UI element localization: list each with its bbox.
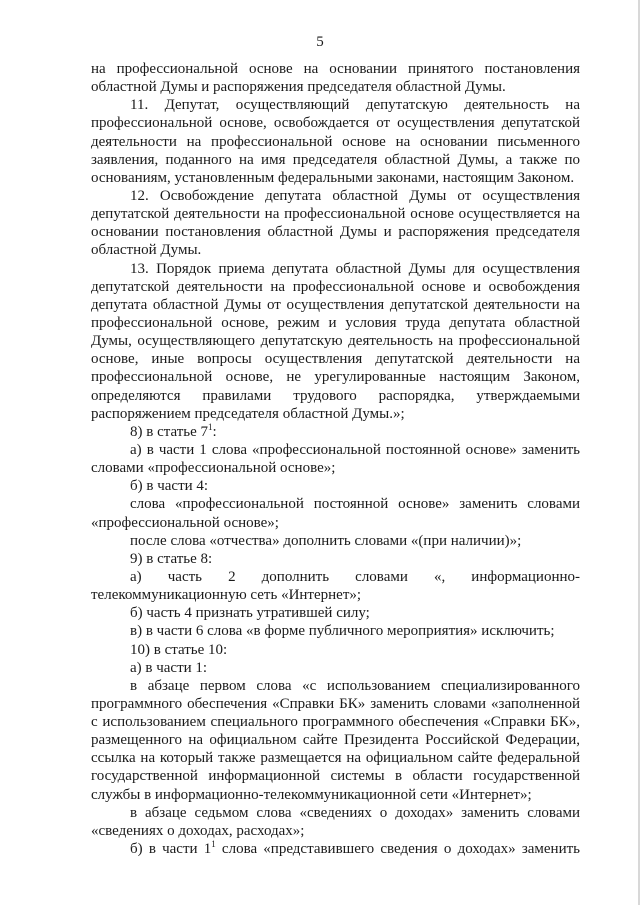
line-text: в) в части 6 слова «в форме публичного мероприятия» исключить; [130,623,555,640]
line-text: основе, иные вопросы осуществления депутатской деятельности на [91,351,580,368]
text-line [91,441,580,459]
document-body [91,60,580,858]
text-line [91,495,580,513]
superscript: 1 [211,839,216,850]
text-line [91,477,580,495]
line-text: распоряжением председателя областной Думы.»; [91,405,405,422]
line-text: государственной информационной системы в области государственной [91,768,580,785]
text-line [91,260,580,278]
text-line [91,187,580,205]
line-text: 13. Порядок приема депутата областной Думы для осуществления [130,260,580,277]
text-line [91,368,580,386]
text-line [91,205,580,223]
line-text: с использованием специального программного обеспечения «Справки БК», [91,714,580,731]
text-line [91,767,580,785]
page-number: 5 [316,34,324,50]
text-line [91,659,580,677]
line-text: основании постановления областной Думы и распоряжения председателя [91,224,580,241]
text-line [91,96,580,114]
line-text: в абзаце седьмом слова «сведениях о доходах» заменить словами [130,804,580,821]
text-line [91,60,580,78]
text-line [91,550,580,568]
text-line [91,423,580,441]
text-line [91,622,580,640]
text-line [91,241,580,259]
line-text: депутатской деятельности на профессиональной основе осуществляется на [91,206,580,223]
line-text: определяются правилами трудового распорядка, утверждаемыми [91,387,580,404]
text-line [91,296,580,314]
line-text: б) часть 4 признать утратившей силу; [130,605,370,622]
text-line [91,314,580,332]
line-text: 11. Депутат, осуществляющий депутатскую деятельность на [130,97,580,114]
line-text: областной Думы и распоряжения председателя областной Думы. [91,79,506,96]
text-line [91,840,580,858]
text-line [91,332,580,350]
text-line [91,350,580,368]
line-text: Думы, осуществляющего депутатскую деятельность на профессиональной [91,333,580,350]
text-line [91,223,580,241]
line-text: профессиональной основе, не урегулированные настоящим Законом, [91,369,580,386]
line-text: деятельности на профессиональной основе на основании письменного [91,133,580,150]
text-line [91,169,580,187]
line-text: а) в части 1 слова «профессиональной постоянной основе» заменить [130,441,580,458]
line-text: 10) в статье 10: [130,641,228,658]
line-text: службы в информационно-телекоммуникационной сети «Интернет»; [91,786,532,803]
text-line [91,713,580,731]
text-line [91,387,580,405]
line-text: словами «профессиональной основе»; [91,460,336,477]
text-line [91,695,580,713]
line-text: б) в части 4: [130,478,209,495]
line-text: программного обеспечения «Справки БК» заменить словами «заполненной [91,695,580,712]
line-text: заявления, поданного на имя председателя областной Думы, а также по [91,151,580,168]
line-text: ссылка на который также размещается на официальном сайте федеральной [91,750,580,767]
text-line [91,604,580,622]
line-text: профессиональной основе, освобождается от осуществления депутатской [91,115,580,132]
text-line [91,459,580,477]
line-text: телекоммуникационную сеть «Интернет»; [91,587,362,604]
line-text: основаниям, установленным федеральными законами, настоящим Законом. [91,169,575,186]
text-line [91,568,580,586]
line-text: депутата областной Думы от осуществления депутатской деятельности на [91,296,580,313]
line-text: 9) в статье 8: [130,550,213,567]
line-text-continued: слова «представившего сведения о доходах» заменить [215,841,581,858]
line-text: а) часть 2 дополнить словами «, информационно- [130,568,580,585]
text-line [91,133,580,151]
text-line [91,641,580,659]
text-line [91,804,580,822]
text-line [91,749,580,767]
text-line [91,586,580,604]
superscript: 1 [208,421,213,432]
line-text: областной Думы. [91,242,202,259]
line-text: на профессиональной основе на основании принятого постановления [91,61,580,77]
text-line [91,731,580,749]
line-text: после слова «отчества» дополнить словами «(при наличии)»; [130,532,522,549]
line-text: слова «профессиональной постоянной основе» заменить словами [130,496,580,513]
line-text: 12. Освобождение депутата областной Думы от осуществления [130,187,580,204]
line-text: а) в части 1: [130,659,208,676]
text-line [91,114,580,132]
text-line [91,78,580,96]
line-text-continued: : [212,423,217,440]
line-text: б) в части 1 [130,841,212,858]
line-text: размещенного на официальном сайте Президента Российской Федерации, [91,732,580,749]
text-line [91,278,580,296]
text-line [91,532,580,550]
line-text: «сведениях о доходах, расходах»; [91,822,305,839]
text-line [91,405,580,423]
line-text: в абзаце первом слова «с использованием специализированного [130,677,580,694]
text-line [91,677,580,695]
line-text: профессиональной основе, режим и условия труда депутата областной [91,314,580,331]
line-text: депутатской деятельности на профессиональной основе и освобождения [91,278,580,295]
line-text: «профессиональной основе»; [91,514,279,531]
text-line [91,786,580,804]
line-text: 8) в статье 7 [130,423,209,440]
text-line [91,514,580,532]
text-line [91,822,580,840]
text-line [91,151,580,169]
